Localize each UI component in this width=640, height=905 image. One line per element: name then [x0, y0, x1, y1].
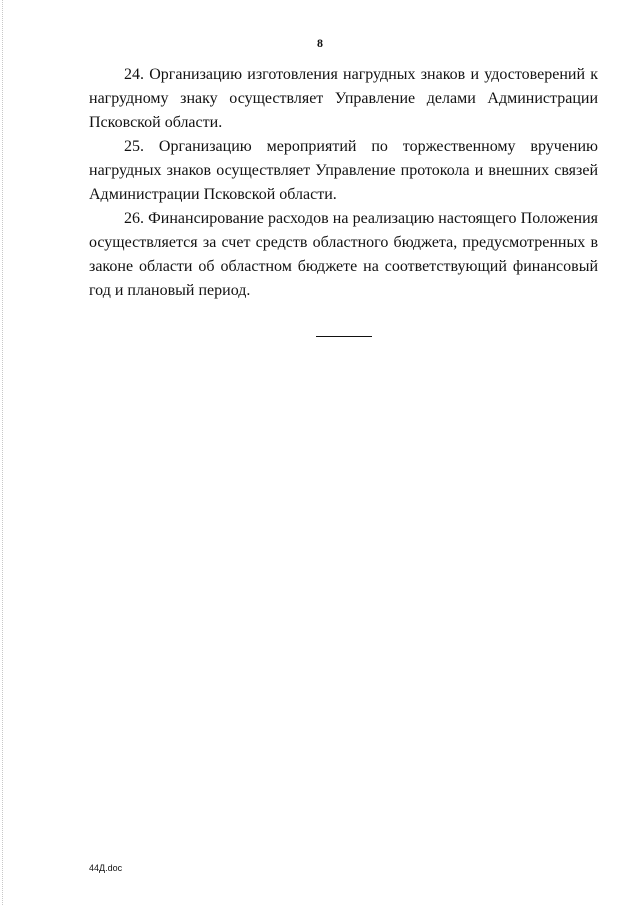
footer-file-name: 44Д.doc: [89, 863, 123, 873]
document-body: [89, 63, 598, 303]
paragraph-26: 26. Финансирование расходов на реализацию настоящего Положения осуществляется за счет средств областного бюджета, предусмотренных в законе области об областном бюджете на соответствующий финансовый год и плановый период.: [89, 210, 598, 299]
paragraph-24: 24. Организацию изготовления нагрудных знаков и удостоверений к нагрудному знаку осуществляет Управление делами Администрации Псковской области.: [89, 66, 598, 131]
closing-rule: [316, 336, 372, 337]
scan-edge-line: [2, 0, 3, 905]
paragraph-25: 25. Организацию мероприятий по торжественному вручению нагрудных знаков осуществляет Управление протокола и внешних связей Администрации Псковской области.: [89, 138, 598, 203]
page-number: 8: [317, 36, 323, 50]
